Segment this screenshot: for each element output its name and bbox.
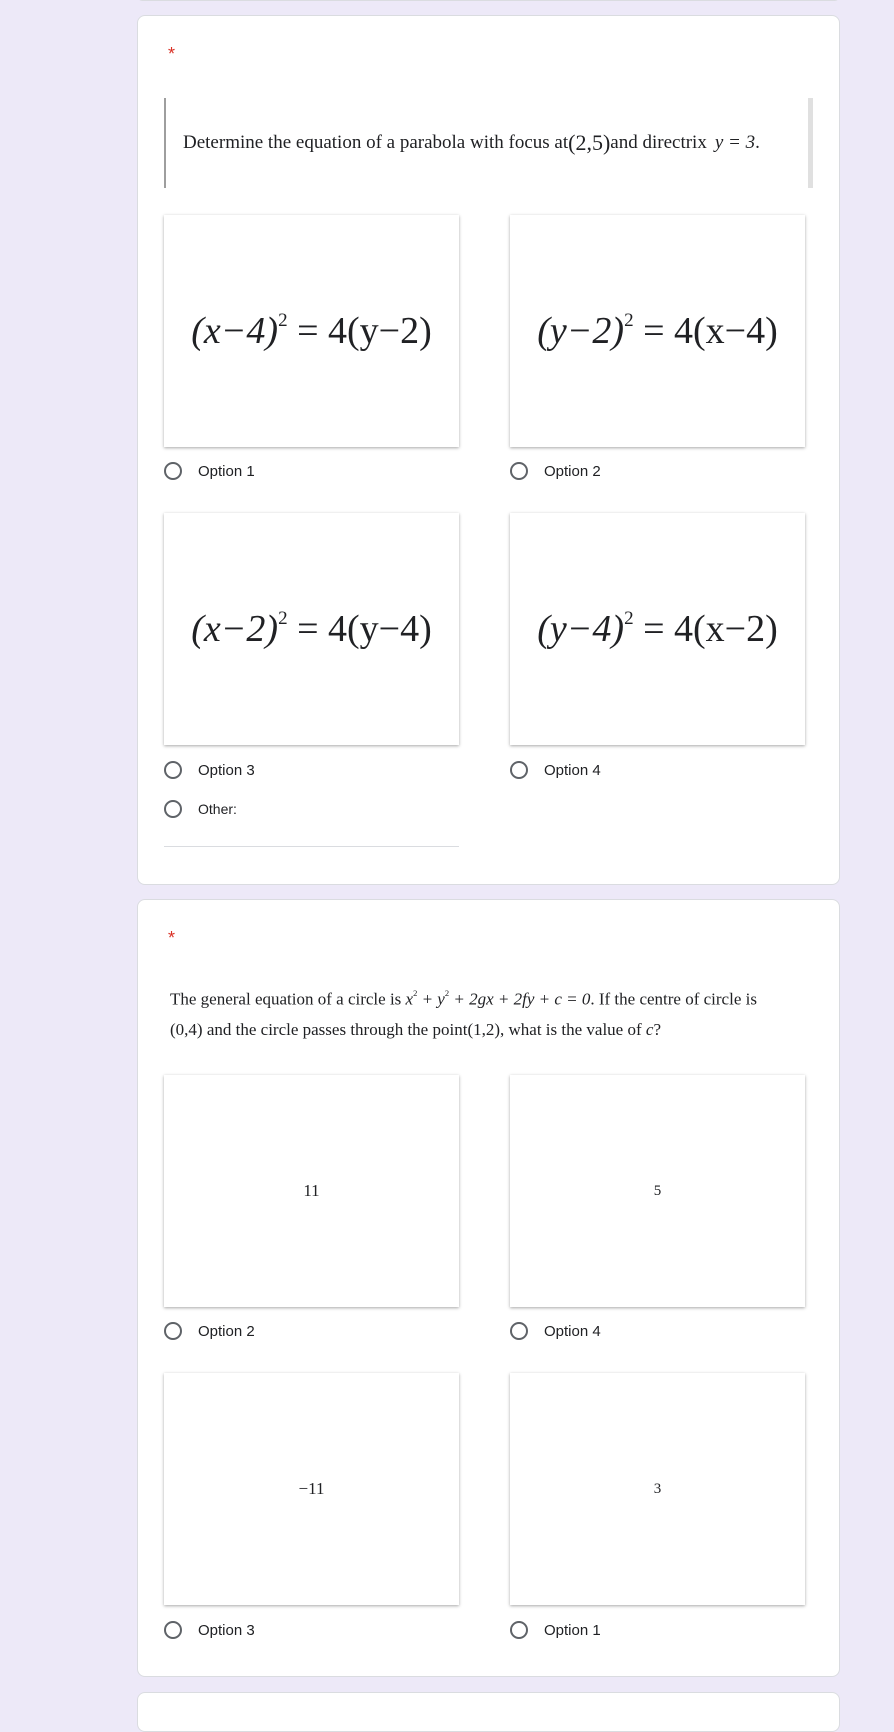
option-image-3[interactable] <box>510 1373 805 1605</box>
option-eq-lhs: (y−2) <box>537 310 625 352</box>
focus-value: (2,5) <box>568 130 611 155</box>
previous-question-card <box>137 0 840 1</box>
question-text-b: . If the centre of circle is <box>590 989 757 1009</box>
question-text-prefix: Determine the equation of a parabola with focus at <box>183 132 569 153</box>
next-question-card <box>137 1692 840 1732</box>
radio-option-3[interactable] <box>510 1621 601 1639</box>
eq-x: x <box>405 989 414 1009</box>
point-value: (1,2) <box>467 1019 501 1039</box>
radio-option-4[interactable] <box>510 761 601 779</box>
option-value: 11 <box>303 1181 320 1200</box>
option-value: 5 <box>653 1182 662 1199</box>
eq-rest: + 2gx + 2fy + c = 0 <box>449 989 591 1009</box>
eq-sq-2: 2 <box>444 988 450 999</box>
radio-circle[interactable] <box>510 462 528 480</box>
radio-option-5[interactable] <box>510 1322 601 1340</box>
option-image-3[interactable] <box>164 513 459 745</box>
option-eq-rhs: = 4(x−4) <box>633 310 778 352</box>
option-eq-rhs: = 4(y−2) <box>287 310 432 352</box>
option-value: −11 <box>298 1479 325 1498</box>
eq-mid: + y <box>417 989 445 1009</box>
option-image-2[interactable] <box>510 215 805 447</box>
directrix-value: y = 3 <box>714 132 756 153</box>
option-image-1[interactable] <box>164 215 459 447</box>
radio-label: Option 2 <box>544 462 601 480</box>
radio-circle[interactable] <box>164 761 182 779</box>
option-value: 3 <box>653 1480 662 1497</box>
radio-option-11[interactable] <box>164 1322 255 1340</box>
required-asterisk: * <box>168 44 176 64</box>
option-eq-rhs: = 4(x−2) <box>633 608 778 650</box>
radio-option-3[interactable] <box>164 761 255 779</box>
question-image <box>164 98 813 188</box>
option-eq-lhs: (y−4) <box>537 608 625 650</box>
radio-label: Option 2 <box>198 1322 255 1340</box>
option-image-4[interactable] <box>510 513 805 745</box>
question-text <box>170 980 810 1045</box>
option-image-5[interactable] <box>510 1075 805 1307</box>
radio-circle[interactable] <box>510 1621 528 1639</box>
option-eq-exp: 2 <box>278 607 288 629</box>
radio-option-other[interactable] <box>164 800 237 818</box>
question-text-e: ? <box>653 1019 661 1039</box>
radio-option-1[interactable] <box>164 462 255 480</box>
question-text-c: and the circle passes through the point <box>202 1019 468 1039</box>
other-text-input[interactable] <box>164 846 459 847</box>
option-eq-lhs: (x−2) <box>191 608 279 650</box>
question-card-parabola <box>137 15 840 885</box>
option-eq-exp: 2 <box>624 607 634 629</box>
option-eq-rhs: = 4(y−4) <box>287 608 432 650</box>
radio-option-neg-11[interactable] <box>164 1621 255 1639</box>
question-text-mid: and directrix <box>610 132 707 153</box>
radio-circle[interactable] <box>164 1322 182 1340</box>
radio-label: Option 4 <box>544 761 601 779</box>
question-card-circle <box>137 899 840 1677</box>
question-text-a: The general equation of a circle is <box>170 989 406 1009</box>
radio-circle[interactable] <box>510 761 528 779</box>
question-text-suffix: . <box>755 132 760 153</box>
option-eq-lhs: (x−4) <box>191 310 279 352</box>
radio-circle[interactable] <box>510 1322 528 1340</box>
radio-label: Option 3 <box>198 761 255 779</box>
option-image-11[interactable] <box>164 1075 459 1307</box>
required-asterisk: * <box>168 928 176 948</box>
option-eq-exp: 2 <box>624 309 634 331</box>
var-c: c <box>645 1019 654 1039</box>
option-image-neg-11[interactable] <box>164 1373 459 1605</box>
radio-label: Option 1 <box>544 1621 601 1639</box>
option-eq-exp: 2 <box>278 309 288 331</box>
radio-circle[interactable] <box>164 462 182 480</box>
radio-label: Option 4 <box>544 1322 601 1340</box>
radio-label: Option 1 <box>198 462 255 480</box>
centre-value: (0,4) <box>170 1019 203 1039</box>
question-text-d: , what is the value of <box>500 1019 646 1039</box>
radio-option-2[interactable] <box>510 462 601 480</box>
radio-label: Option 3 <box>198 1621 255 1639</box>
eq-sq-1: 2 <box>413 988 418 999</box>
radio-circle[interactable] <box>164 800 182 818</box>
radio-circle[interactable] <box>164 1621 182 1639</box>
other-label: Other: <box>198 801 237 817</box>
